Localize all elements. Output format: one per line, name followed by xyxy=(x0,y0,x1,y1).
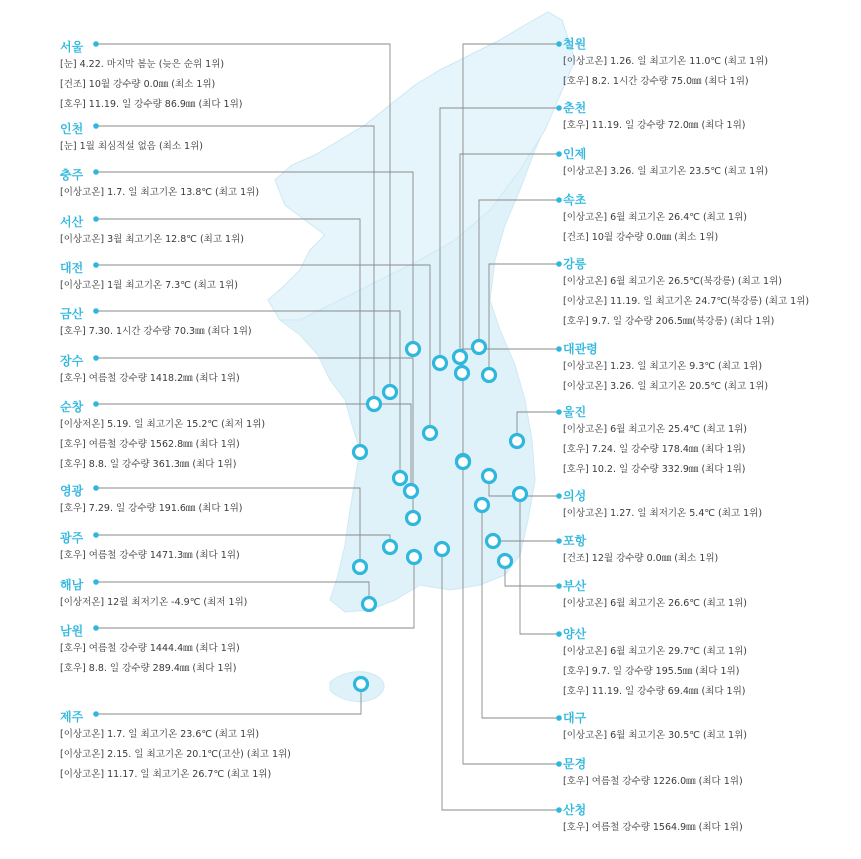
right-entry-0 xyxy=(563,36,768,92)
record-text: [호우] 여름철 강수량 1562.8㎜ (최다 1위) xyxy=(60,439,240,450)
record-text: [이상고온] 6월 최고기온 26.5℃(북강릉) (최고 1위) xyxy=(563,276,782,287)
record-text: [눈] 1월 최심적설 없음 (최소 1위) xyxy=(60,141,203,152)
record-text: [호우] 여름철 강수량 1471.3㎜ (최다 1위) xyxy=(60,550,240,561)
city-label: 철원 xyxy=(563,37,587,51)
city-label: 충주 xyxy=(60,168,84,182)
city-bullet xyxy=(556,583,562,589)
right-entry-9 xyxy=(563,578,747,614)
station-marker xyxy=(355,678,368,691)
station-marker xyxy=(405,485,418,498)
record-text: [이상고온] 6월 최고기온 29.7℃ (최고 1위) xyxy=(563,646,747,657)
record-text: [호우] 9.7. 일 강수량 206.5㎜(북강릉) (최다 1위) xyxy=(563,316,775,327)
station-marker xyxy=(407,343,420,356)
city-label: 서산 xyxy=(60,215,84,229)
record-text: [호우] 8.8. 일 강수량 361.3㎜ (최다 1위) xyxy=(60,459,237,470)
station-marker xyxy=(424,427,437,440)
station-marker xyxy=(368,398,381,411)
record-text: [호우] 7.24. 일 강수량 178.4㎜ (최다 1위) xyxy=(563,444,746,455)
station-marker xyxy=(408,551,421,564)
city-label: 대구 xyxy=(563,711,587,725)
station-marker xyxy=(514,488,527,501)
station-marker xyxy=(483,369,496,382)
right-entry-3 xyxy=(563,192,747,248)
record-text: [건조] 12월 강수량 0.0㎜ (최소 1위) xyxy=(563,553,719,564)
record-text: [건조] 10월 강수량 0.0㎜ (최소 1위) xyxy=(563,232,719,243)
station-marker xyxy=(511,435,524,448)
right-entry-2 xyxy=(563,146,768,182)
record-text: [호우] 여름철 강수량 1564.9㎜ (최다 1위) xyxy=(563,822,743,833)
record-text: [이상저온] 5.19. 일 최고기온 15.2℃ (최저 1위) xyxy=(60,419,266,430)
city-bullet xyxy=(556,261,562,267)
left-entry-1 xyxy=(60,118,203,157)
record-text: [호우] 10.2. 일 강수량 332.9㎜ (최다 1위) xyxy=(563,464,746,475)
record-text: [이상고온] 6월 최고기온 30.5℃ (최고 1위) xyxy=(563,730,747,741)
record-text: [호우] 11.19. 일 강수량 72.0㎜ (최다 1위) xyxy=(563,120,746,131)
station-marker xyxy=(487,535,500,548)
station-marker xyxy=(394,472,407,485)
record-text: [호우] 9.7. 일 강수량 195.5㎜ (최다 1위) xyxy=(563,666,740,677)
station-marker xyxy=(436,543,449,556)
right-entry-8 xyxy=(563,533,718,569)
record-text: [이상고온] 6월 최고기온 25.4℃ (최고 1위) xyxy=(563,424,747,435)
record-text: [이상고온] 1.27. 일 최저기온 5.4℃ (최고 1위) xyxy=(563,508,763,519)
record-text: [호우] 11.19. 일 강수량 86.9㎜ (최다 1위) xyxy=(60,99,243,110)
city-bullet xyxy=(556,807,562,813)
city-bullet xyxy=(556,409,562,415)
station-marker xyxy=(476,499,489,512)
city-bullet xyxy=(556,493,562,499)
city-label: 인천 xyxy=(60,122,84,136)
city-bullet xyxy=(556,631,562,637)
right-entry-1 xyxy=(563,100,745,136)
record-text: [이상고온] 1.7. 일 최고기온 23.6℃ (최고 1위) xyxy=(60,729,260,740)
left-entry-6 xyxy=(60,350,240,389)
city-label: 강릉 xyxy=(563,257,587,271)
record-text: [호우] 여름철 강수량 1418.2㎜ (최다 1위) xyxy=(60,373,240,384)
left-entry-3 xyxy=(60,211,244,250)
city-bullet xyxy=(556,715,562,721)
record-text: [호우] 8.2. 1시간 강수량 75.0㎜ (최다 1위) xyxy=(563,76,749,87)
record-text: [호우] 7.30. 1시간 강수량 70.3㎜ (최다 1위) xyxy=(60,326,252,337)
right-entry-5 xyxy=(563,341,768,397)
left-entry-7 xyxy=(60,396,265,475)
city-label: 장수 xyxy=(60,354,84,368)
city-label: 포항 xyxy=(563,534,587,548)
station-marker xyxy=(354,446,367,459)
city-label: 대전 xyxy=(60,261,84,275)
record-text: [눈] 4.22. 마지막 봄눈 (늦은 순위 1위) xyxy=(60,59,225,70)
record-text: [이상고온] 11.17. 일 최고기온 26.7℃ (최고 1위) xyxy=(60,769,272,780)
city-bullet xyxy=(556,105,562,111)
station-marker xyxy=(473,341,486,354)
left-entry-9 xyxy=(60,527,240,566)
record-text: [이상저온] 12월 최저기온 -4.9℃ (최저 1위) xyxy=(60,597,248,608)
record-text: [호우] 8.8. 일 강수량 289.4㎜ (최다 1위) xyxy=(60,663,237,674)
record-text: [이상고온] 3.26. 일 최고기온 23.5℃ (최고 1위) xyxy=(563,166,769,177)
left-entry-12 xyxy=(60,706,291,785)
station-marker xyxy=(354,561,367,574)
station-marker xyxy=(384,386,397,399)
record-text: [이상고온] 1.7. 일 최고기온 13.8℃ (최고 1위) xyxy=(60,187,260,198)
record-text: [호우] 여름철 강수량 1444.4㎜ (최다 1위) xyxy=(60,643,240,654)
city-bullet xyxy=(556,538,562,544)
record-text: [호우] 여름철 강수량 1226.0㎜ (최다 1위) xyxy=(563,776,743,787)
city-bullet xyxy=(556,197,562,203)
left-entry-5 xyxy=(60,303,252,342)
station-marker xyxy=(363,598,376,611)
record-text: [이상고온] 6월 최고기온 26.6℃ (최고 1위) xyxy=(563,598,747,609)
city-label: 춘천 xyxy=(563,101,587,115)
record-text: [이상고온] 3.26. 일 최고기온 20.5℃ (최고 1위) xyxy=(563,381,769,392)
right-entry-13 xyxy=(563,802,743,838)
station-marker xyxy=(407,512,420,525)
city-label: 제주 xyxy=(60,710,84,724)
city-label: 순창 xyxy=(60,400,84,414)
left-entry-4 xyxy=(60,257,238,296)
city-label: 인제 xyxy=(563,147,587,161)
right-entry-12 xyxy=(563,756,743,792)
left-entry-0 xyxy=(60,36,242,115)
city-label: 산청 xyxy=(563,803,587,817)
record-text: [이상고온] 1.23. 일 최고기온 9.3℃ (최고 1위) xyxy=(563,361,763,372)
city-label: 울진 xyxy=(563,405,587,419)
right-entry-11 xyxy=(563,710,747,746)
record-text: [이상고온] 3월 최고기온 12.8℃ (최고 1위) xyxy=(60,234,244,245)
city-label: 남원 xyxy=(60,624,84,638)
station-marker xyxy=(499,555,512,568)
record-text: [호우] 7.29. 일 강수량 191.6㎜ (최다 1위) xyxy=(60,503,243,514)
record-text: [이상고온] 1월 최고기온 7.3℃ (최고 1위) xyxy=(60,280,238,291)
station-marker xyxy=(454,351,467,364)
record-text: [이상고온] 2.15. 일 최고기온 20.1℃(고산) (최고 1위) xyxy=(60,749,291,760)
left-entry-10 xyxy=(60,574,247,613)
city-label: 영광 xyxy=(60,484,84,498)
city-label: 해남 xyxy=(60,578,84,592)
city-label: 양산 xyxy=(563,627,587,641)
station-marker xyxy=(456,367,469,380)
city-label: 금산 xyxy=(60,307,84,321)
station-marker xyxy=(483,470,496,483)
left-entry-11 xyxy=(60,620,240,679)
record-text: [건조] 10월 강수량 0.0㎜ (최소 1위) xyxy=(60,79,216,90)
right-entry-6 xyxy=(563,404,747,480)
right-entry-4 xyxy=(563,256,809,332)
left-entry-2 xyxy=(60,164,259,203)
city-label: 광주 xyxy=(60,531,84,545)
city-label: 서울 xyxy=(60,40,84,54)
record-text: [이상고온] 6월 최고기온 26.4℃ (최고 1위) xyxy=(563,212,747,223)
city-bullet xyxy=(556,41,562,47)
city-label: 문경 xyxy=(563,757,587,771)
station-marker xyxy=(384,541,397,554)
record-text: [이상고온] 1.26. 일 최고기온 11.0℃ (최고 1위) xyxy=(563,56,769,67)
record-text: [호우] 11.19. 일 강수량 69.4㎜ (최다 1위) xyxy=(563,686,746,697)
city-label: 속초 xyxy=(563,193,587,207)
city-bullet xyxy=(556,761,562,767)
city-label: 대관령 xyxy=(563,342,598,356)
station-marker xyxy=(434,357,447,370)
right-entry-7 xyxy=(563,488,762,524)
record-text: [이상고온] 11.19. 일 최고기온 24.7℃(북강릉) (최고 1위) xyxy=(563,296,810,307)
city-label: 의성 xyxy=(563,489,587,503)
station-marker xyxy=(457,456,470,469)
city-label: 부산 xyxy=(563,579,587,593)
left-entry-8 xyxy=(60,480,242,519)
city-bullet xyxy=(556,346,562,352)
city-bullet xyxy=(556,151,562,157)
right-entry-10 xyxy=(563,626,747,702)
